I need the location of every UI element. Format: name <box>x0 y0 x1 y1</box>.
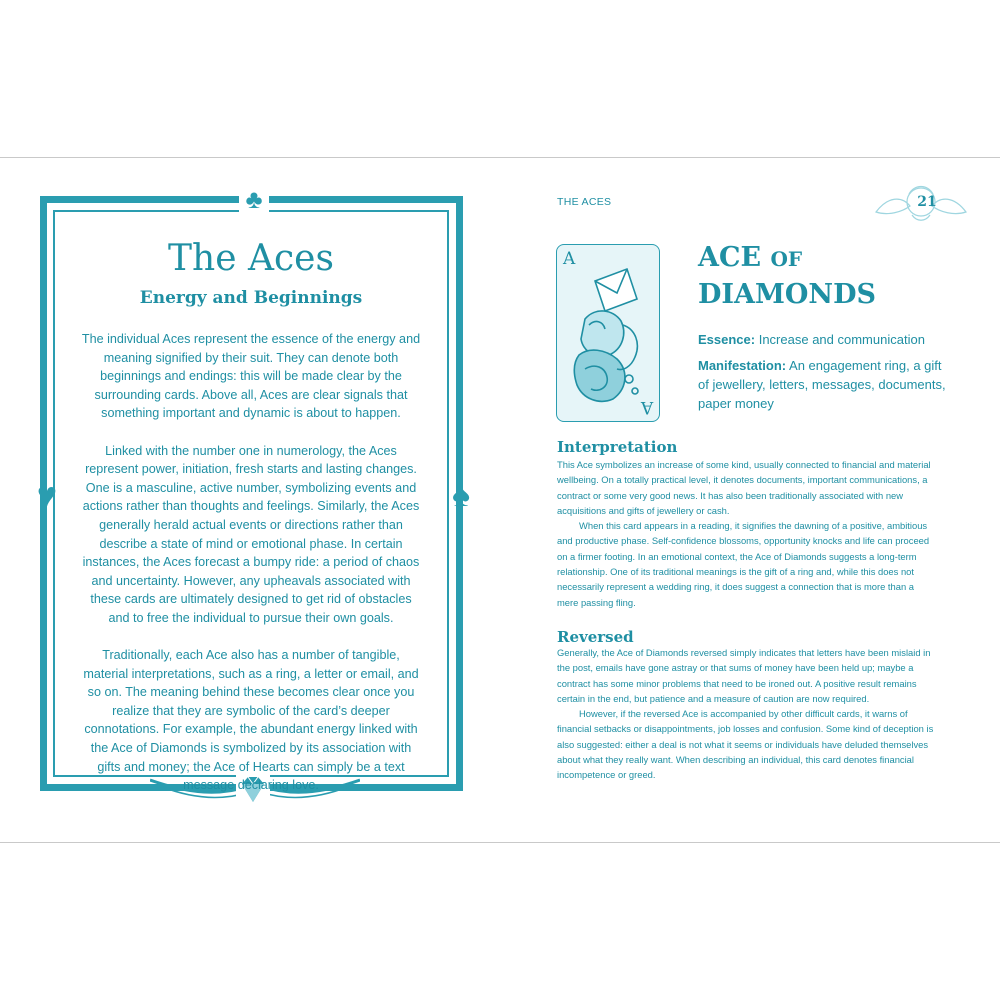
manifestation-label: Manifestation: <box>698 358 787 373</box>
reversed-paragraph: Generally, the Ace of Diamonds reversed simply indicates that letters have been mislaid in the post, emails have gone astray or that sums of money have been held up; maybe a contract has some minor problems that need to be ironed out. A positive result remains certain in the end, but patience and a measure of caution are now required. <box>557 647 931 704</box>
spade-icon: ♠ <box>451 476 471 514</box>
interpretation-heading: Interpretation <box>557 438 678 456</box>
club-icon: ♣ <box>239 184 269 214</box>
card-title-ace: ACE <box>698 242 762 273</box>
interpretation-paragraph: When this card appears in a reading, it signifies the dawning of a positive, ambitious and productive phase. Self-confidence blossoms, opportunity knocks and life can proceed on a firmer footing. In an emotional context, the Ace of Diamonds suggests a long-term relationship. One of its traditional meanings is the gift of a ring and, while this does not necessarily represent a wedding ring, it does suggest a connection that is more than a mere passing fling. <box>557 520 930 608</box>
page-number: 21 <box>917 194 937 210</box>
intro-text <box>80 330 422 813</box>
page-top-rule <box>0 157 1000 158</box>
card-title-of: OF <box>770 247 803 271</box>
manifestation-text: An engagement ring, a gift of jewellery, letters, messages, documents, paper money <box>698 358 946 411</box>
intro-paragraph: Linked with the number one in numerology, the Aces represent power, initiation, fresh starts and lasting changes. One is a masculine, active number, symbolizing events and actions rather than thoughts and feelings. Similarly, the Aces generally herald actual events or directions rather than describe a state of mind or emotional phase. In certain instances, the Aces forecast a bumpy ride: a period of chaos and uncertainty. However, any upheavals associated with these cards are ultimately designed to get rid of obstacles and to free the individual to pursue their own goals. <box>82 443 420 625</box>
running-head: THE ACES <box>557 196 612 208</box>
essence-line <box>698 330 948 349</box>
essence-label: Essence: <box>698 332 756 347</box>
reversed-paragraph: However, if the reversed Ace is accompanied by other difficult cards, it warns of financial setbacks or disappointments, job losses and confusion. Some kind of deception is also suggested: either a deal is not what it seems or individuals have deluded themselves about what they really want. When describing an individual, this card denotes financial incompetence or greed. <box>557 708 934 781</box>
interpretation-paragraph: This Ace symbolizes an increase of some kind, usually connected to financial and material wellbeing. On a totally practical level, it denotes documents, important communications, a contract or some very good news. It has also been traditionally associated with new acquisitions and gifts of jewellery or cash. <box>557 459 931 516</box>
card-corner-letter: A <box>563 249 576 269</box>
card-meta <box>698 330 948 420</box>
card-corner-letter-inverted: A <box>640 397 653 417</box>
intro-paragraph: The individual Aces represent the essence of the energy and meaning signified by their suit. They can denote both beginnings and endings: this will be made clear by the surrounding cards. Above all, Aces are clear signals that something important and dynamic is about to happen. <box>81 332 421 421</box>
reversed-heading: Reversed <box>557 628 634 646</box>
card-title <box>698 240 938 313</box>
ace-of-diamonds-card-illustration <box>556 244 660 422</box>
hand-holding-letter-icon <box>565 259 653 409</box>
card-title-diamonds: DIAMONDS <box>698 279 876 310</box>
page-bottom-rule <box>0 842 1000 843</box>
heart-icon: ♥ <box>36 476 58 514</box>
essence-text: Increase and communication <box>758 332 925 347</box>
manifestation-line <box>698 356 948 413</box>
page-subtitle: Energy and Beginnings <box>139 288 363 308</box>
intro-paragraph: Traditionally, each Ace also has a number of tangible, material interpretations, such as a ring, a letter or email, and so on. The meaning behind these becomes clear once you realize that they are symbolic of the card’s deeper connotations. For example, the abundant energy linked with the Ace of Diamonds is symbolized by its association with gifts and money; the Ace of Hearts can simply be a text message declaring love. <box>83 648 419 793</box>
page-title: The Aces <box>168 238 334 279</box>
reversed-text <box>557 645 937 783</box>
interpretation-text <box>557 457 937 610</box>
